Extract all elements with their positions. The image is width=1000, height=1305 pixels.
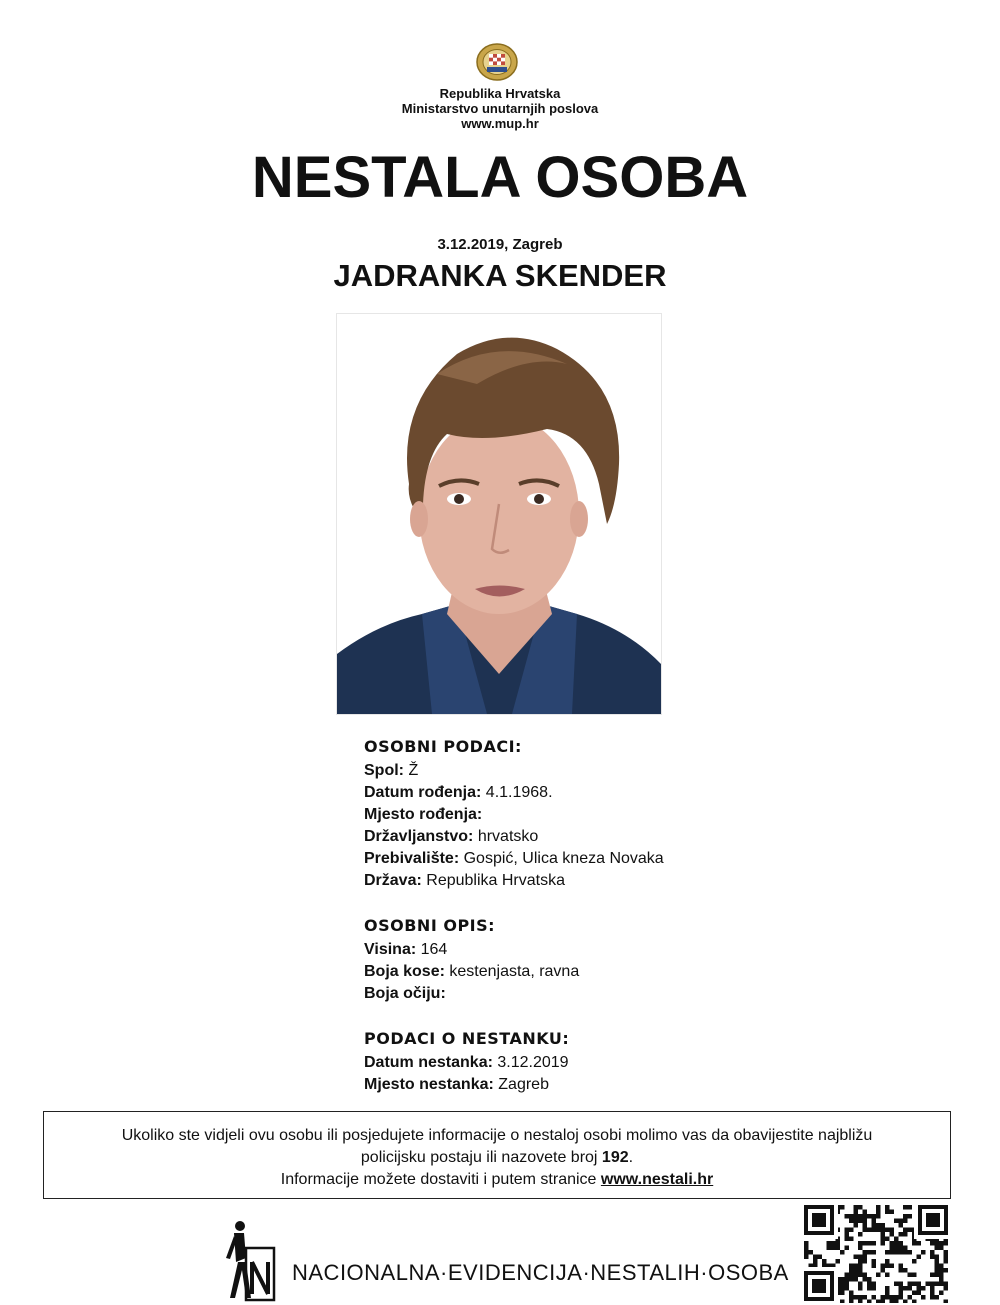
person-name: JADRANKA SKENDER [333, 258, 667, 293]
separator: · [700, 1260, 709, 1285]
info-row [364, 1074, 569, 1096]
info-row [364, 782, 664, 804]
row-label: Mjesto rođenja: [364, 806, 483, 823]
info-row [364, 961, 579, 983]
ministry-website: www.mup.hr [461, 116, 539, 131]
nestali-link[interactable]: www.nestali.hr [600, 1171, 714, 1188]
info-row [364, 848, 664, 870]
info-row [364, 760, 664, 782]
separator: · [582, 1260, 591, 1285]
poster-title: NESTALA OSOBA [251, 145, 749, 210]
personal-data-heading: OSOBNI PODACI: [364, 737, 522, 756]
agency-header [0, 86, 1000, 131]
info-row [364, 983, 579, 1005]
row-label: Datum rođenja: [364, 784, 482, 801]
org-word-4: OSOBA [708, 1260, 789, 1285]
org-word-2: EVIDENCIJA [447, 1260, 583, 1285]
info-row [364, 870, 664, 892]
notice-line-2 [44, 1147, 950, 1169]
notice-line-2-end: . [628, 1149, 634, 1166]
row-value: Zagreb [498, 1076, 549, 1093]
info-row [364, 804, 664, 826]
org-word-1: NACIONALNA [292, 1260, 441, 1285]
row-label: Boja očiju: [364, 985, 446, 1002]
walking-figure-logo-icon [222, 1218, 278, 1302]
country-name: Republika Hrvatska [439, 86, 561, 101]
disappearance-heading: PODACI O NESTANKU: [364, 1029, 570, 1048]
row-value: Ž [408, 762, 419, 779]
notice-line-2-text: policijsku postaju ili nazovete broj [360, 1149, 602, 1166]
org-word-3: NESTALIH [590, 1260, 701, 1285]
disappearance-section [364, 1028, 569, 1096]
info-row [364, 826, 664, 848]
row-label: Prebivalište: [364, 850, 460, 867]
row-value: kestenjasta, ravna [449, 963, 580, 980]
info-row [364, 1052, 569, 1074]
row-label: Državljanstvo: [364, 828, 474, 845]
notice-line-3-text: Informacije možete dostaviti i putem stranice [280, 1171, 601, 1188]
ministry-name: Ministarstvo unutarnjih poslova [401, 101, 599, 116]
phone-number: 192 [601, 1149, 629, 1166]
description-heading: OSOBNI OPIS: [364, 916, 496, 935]
date-place: 3.12.2019, Zagreb [437, 236, 563, 253]
description-section [364, 915, 579, 1005]
row-label: Visina: [364, 941, 417, 958]
portrait-photo [336, 313, 662, 715]
row-label: Država: [364, 872, 422, 889]
contact-notice-box [43, 1111, 951, 1199]
nen-organization-name [292, 1260, 789, 1286]
row-label: Datum nestanka: [364, 1054, 493, 1071]
row-label: Mjesto nestanka: [364, 1076, 494, 1093]
info-row [364, 939, 579, 961]
police-seal-icon [475, 42, 519, 82]
row-value: 4.1.1968. [485, 784, 553, 801]
row-value: 164 [420, 941, 448, 958]
row-value: Republika Hrvatska [426, 872, 565, 889]
notice-line-1: Ukoliko ste vidjeli ovu osobu ili posjedujete informacije o nestaloj osobi molimo vas da obavijestite najbližu [121, 1127, 873, 1144]
row-label: Boja kose: [364, 963, 445, 980]
notice-line-3 [44, 1169, 950, 1191]
row-value: Gospić, Ulica kneza Novaka [463, 850, 664, 867]
separator: · [440, 1260, 448, 1285]
row-value: hrvatsko [477, 828, 539, 845]
row-label: Spol: [364, 762, 404, 779]
qr-code-icon[interactable] [802, 1203, 950, 1303]
personal-data-section [364, 736, 664, 892]
row-value: 3.12.2019 [497, 1054, 569, 1071]
